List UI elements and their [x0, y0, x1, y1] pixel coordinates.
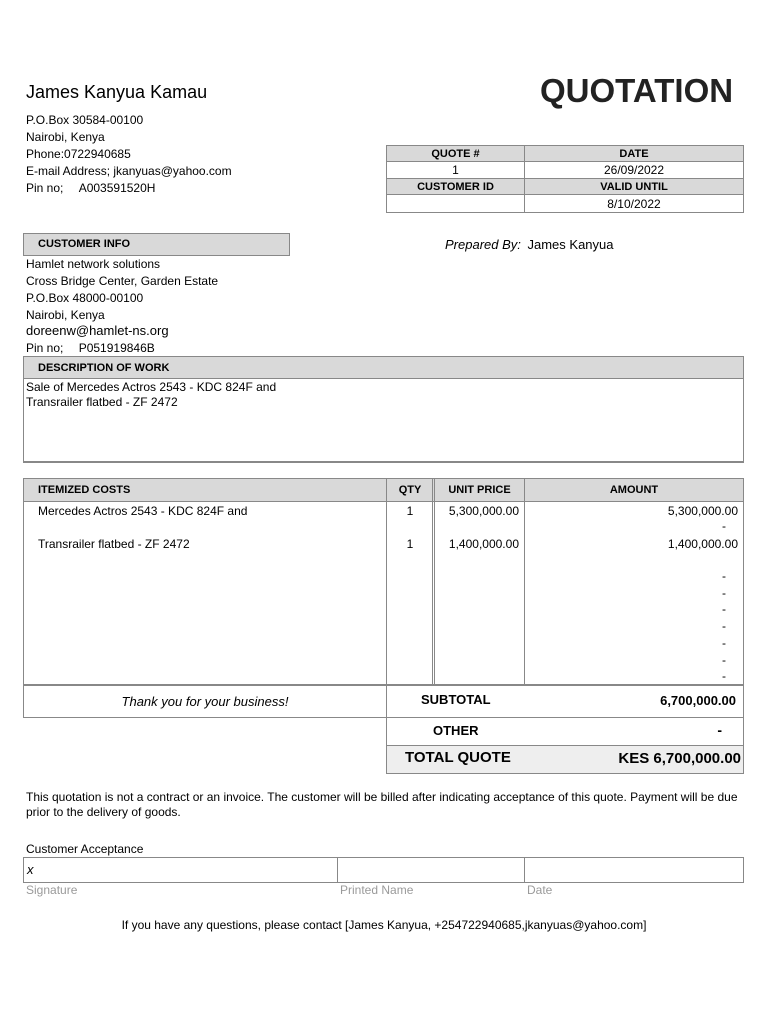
date-field[interactable] — [524, 857, 744, 883]
date-value: 26/09/2022 — [524, 161, 744, 179]
description-box — [23, 378, 744, 463]
signature-mark: x — [27, 862, 34, 877]
item-row-1-unit: 5,300,000.00 — [448, 504, 519, 518]
prepared-by-name: James Kanyua — [527, 237, 614, 252]
customer-email: doreenw@hamlet-ns.org — [26, 323, 169, 338]
customer-pin — [26, 340, 218, 357]
date-header: DATE — [524, 145, 744, 162]
quote-number-value: 1 — [386, 161, 525, 179]
item-dash: - — [722, 519, 726, 533]
item-dash: - — [722, 653, 726, 667]
subtotal-label: SUBTOTAL — [421, 692, 491, 707]
col-header-amount: AMOUNT — [609, 484, 659, 496]
item-dash: - — [722, 669, 726, 683]
subtotal-value: 6,700,000.00 — [660, 693, 736, 708]
company-pin-label: Pin no; — [26, 181, 64, 195]
customer-city: Nairobi, Kenya — [26, 308, 105, 322]
item-dash: - — [722, 619, 726, 633]
total-quote-label: TOTAL QUOTE — [405, 749, 511, 766]
description-line-1: Sale of Mercedes Actros 2543 - KDC 824F and — [26, 380, 277, 394]
valid-until-value: 8/10/2022 — [524, 194, 744, 213]
col-header-item: ITEMIZED COSTS — [38, 484, 131, 496]
other-label: OTHER — [433, 723, 479, 738]
signature-label: Signature — [26, 883, 78, 897]
item-row-2-amount: 1,400,000.00 — [667, 537, 738, 551]
customer-info-block — [26, 256, 218, 357]
customer-info-header-label: CUSTOMER INFO — [38, 238, 131, 250]
valid-until-header: VALID UNTIL — [524, 178, 744, 195]
item-row-2-desc: Transrailer flatbed - ZF 2472 — [38, 537, 190, 551]
description-line-2: Transrailer flatbed - ZF 2472 — [26, 395, 178, 409]
item-row-1-amount: 5,300,000.00 — [667, 504, 738, 518]
item-dash: - — [722, 586, 726, 600]
printed-name-label: Printed Name — [340, 883, 414, 897]
item-row-2-unit: 1,400,000.00 — [448, 537, 519, 551]
company-pin — [26, 180, 232, 197]
prepared-by — [445, 237, 614, 252]
customer-po-box: P.O.Box 48000-00100 — [26, 291, 144, 305]
disclaimer-line-1: This quotation is not a contract or an invoice. The customer will be billed after indicating acceptance of this quote. Payment will be due — [26, 790, 738, 804]
thanks-message: Thank you for your business! — [121, 693, 289, 709]
customer-street: Cross Bridge Center, Garden Estate — [26, 274, 219, 288]
company-phone: Phone:0722940685 — [26, 147, 131, 161]
company-city: Nairobi, Kenya — [26, 130, 105, 144]
company-po-box: P.O.Box 30584-00100 — [26, 113, 144, 127]
signature-field[interactable] — [23, 857, 338, 883]
customer-info-header — [23, 233, 290, 256]
quote-number-header: QUOTE # — [386, 145, 525, 162]
description-header — [23, 356, 744, 379]
disclaimer — [26, 790, 746, 820]
company-name: James Kanyua Kamau — [26, 82, 208, 102]
printed-name-field[interactable] — [337, 857, 525, 883]
acceptance-title: Customer Acceptance — [26, 842, 144, 856]
item-row-2-qty: 1 — [406, 537, 414, 551]
item-dash: - — [722, 569, 726, 583]
col-header-unit-price: UNIT PRICE — [448, 484, 511, 496]
items-body — [23, 501, 744, 686]
thanks-box — [23, 685, 387, 718]
prepared-by-label: Prepared By: — [445, 237, 521, 252]
customer-name: Hamlet network solutions — [26, 257, 161, 271]
customer-pin-label: Pin no; — [26, 341, 64, 355]
item-row-1-qty: 1 — [406, 504, 414, 518]
document-title: QUOTATION — [540, 72, 734, 109]
item-dash: - — [722, 602, 726, 616]
company-email: E-mail Address; jkanyuas@yahoo.com — [26, 164, 232, 178]
company-address — [26, 112, 232, 197]
company-pin-value: A003591520H — [78, 181, 156, 195]
customer-id-value — [386, 194, 525, 213]
item-row-1-desc: Mercedes Actros 2543 - KDC 824F and — [38, 504, 248, 518]
date-label: Date — [527, 883, 553, 897]
total-quote-value: KES 6,700,000.00 — [618, 750, 741, 767]
description-header-label: DESCRIPTION OF WORK — [38, 362, 170, 374]
col-header-qty: QTY — [398, 484, 422, 496]
item-dash: - — [722, 636, 726, 650]
customer-pin-value: P051919846B — [78, 341, 155, 355]
customer-id-header: CUSTOMER ID — [386, 178, 525, 195]
disclaimer-line-2: prior to the delivery of goods. — [26, 805, 181, 819]
other-value: - — [717, 722, 722, 738]
contact-line: If you have any questions, please contact [James Kanyua, +254722940685,jkanyuas@yahoo.com] — [121, 918, 647, 932]
